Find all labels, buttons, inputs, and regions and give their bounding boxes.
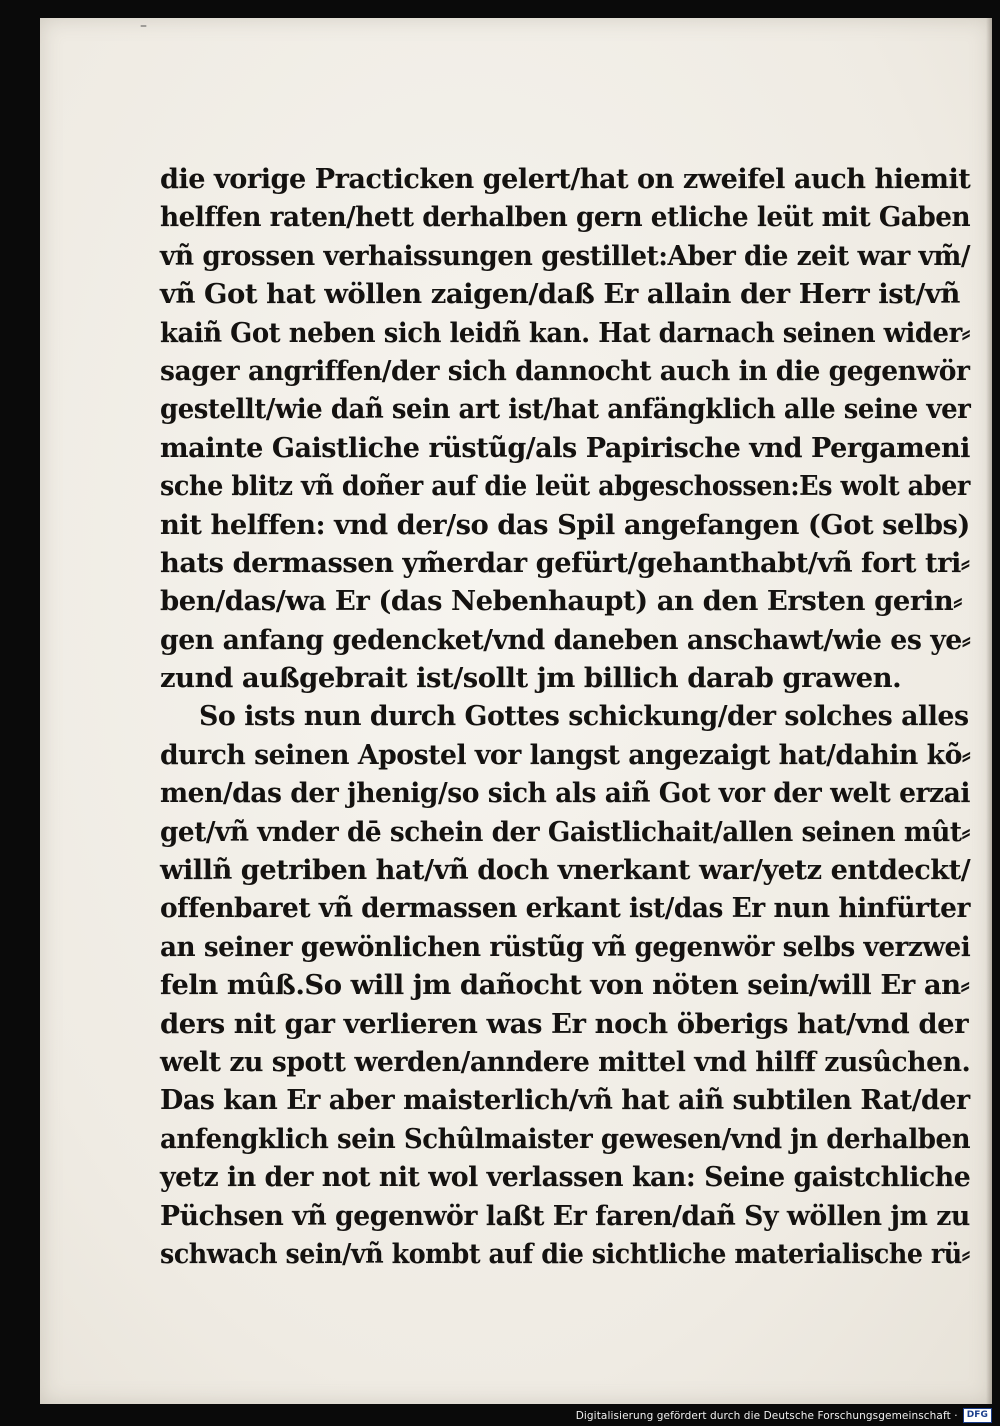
credit-text: Digitalisierung gefördert durch die Deutsche Forschungsgemeinschaft · — [575, 1409, 958, 1422]
paragraph-start-line: So ists nun durch Gottes schickung/der solches alles — [199, 700, 969, 733]
text-line: welt zu spott werden/anndere mittel vnd hilff zusûchen. — [160, 1045, 971, 1078]
text-line: anfengklich sein Schûlmaister gewesen/vnd jn derhalben — [160, 1122, 971, 1155]
scanned-page — [40, 18, 992, 1404]
text-line: yetz in der not nit wol verlassen kan: Seine gaistchliche — [160, 1161, 971, 1194]
text-line: die vorige Practicken gelert/hat on zweifel auch hiemit — [160, 163, 971, 195]
text-line: men/das der jhenig/so sich als aiñ Got vor der welt erzai — [160, 777, 971, 810]
text-line: kaiñ Got neben sich leidñ kan. Hat darnach seinen wider⸗ — [160, 316, 970, 349]
text-line: hats dermassen ym̃erdar gefürt/gehanthabt/vñ fort tri⸗ — [160, 546, 970, 579]
digitization-credit — [576, 1408, 992, 1423]
text-line: offenbaret vñ dermassen erkant ist/das Er nun hinfürter — [160, 892, 970, 925]
text-line: helffen raten/hett derhalben gern etliche leüt mit Gaben — [160, 201, 971, 234]
text-line: gen anfang gedencket/vnd daneben anschawt/wie es ye⸗ — [160, 623, 971, 656]
text-line: durch seinen Apostel vor langst angezaigt hat/dahin kõ⸗ — [160, 738, 971, 771]
text-line: mainte Gaistliche rüstũg/als Papirische vnd Pergameni — [160, 431, 970, 464]
text-line: nit helffen: vnd der/so das Spil angefangen (Got selbs) — [160, 508, 970, 541]
text-line: Das kan Er aber maisterlich/vñ hat aiñ subtilen Rat/der — [160, 1084, 970, 1117]
text-line: ben/das/wa Er (das Nebenhaupt) an den Ersten gerin⸗ — [160, 585, 962, 618]
text-line: an seiner gewönlichen rüstũg vñ gegenwör selbs verzwei — [160, 930, 971, 963]
text-line: sche blitz vñ doñer auf die leüt abgeschossen:Es wolt aber — [160, 470, 970, 503]
text-line: willñ getriben hat/vñ doch vnerkant war/yetz entdeckt/ — [160, 854, 971, 887]
text-line: zund außgebrait ist/sollt jm billich darab grawen. — [160, 662, 902, 695]
text-line: get/vñ vnder dē schein der Gaistlichait/allen seinen mût⸗ — [160, 815, 970, 848]
text-line: vñ grossen verhaissungen gestillet:Aber die zeit war vm̃/ — [160, 239, 971, 272]
text-line: sager angriffen/der sich dannocht auch in die gegenwör — [160, 354, 970, 387]
text-line: ders nit gar verlieren was Er noch öberigs hat/vnd der — [160, 1007, 969, 1040]
text-line: Püchsen vñ gegenwör laßt Er faren/dañ Sy wöllen jm zu — [160, 1199, 970, 1232]
dfg-logo[interactable]: DFG — [963, 1408, 992, 1423]
page-edge-shadow — [986, 18, 992, 1404]
text-line: vñ Got hat wöllen zaigen/daß Er allain der Herr ist/vñ — [160, 278, 960, 311]
text-line: feln mûß.So will jm dañocht von nöten sein/will Er an⸗ — [160, 969, 970, 1002]
text-line: gestellt/wie dañ sein art ist/hat anfängklich alle seine ver — [160, 393, 971, 426]
text-line: schwach sein/vñ kombt auf die sichtliche materialische rü⸗ — [160, 1237, 970, 1270]
fraktur-text-block — [160, 160, 970, 1273]
corner-mark: – — [140, 18, 147, 34]
